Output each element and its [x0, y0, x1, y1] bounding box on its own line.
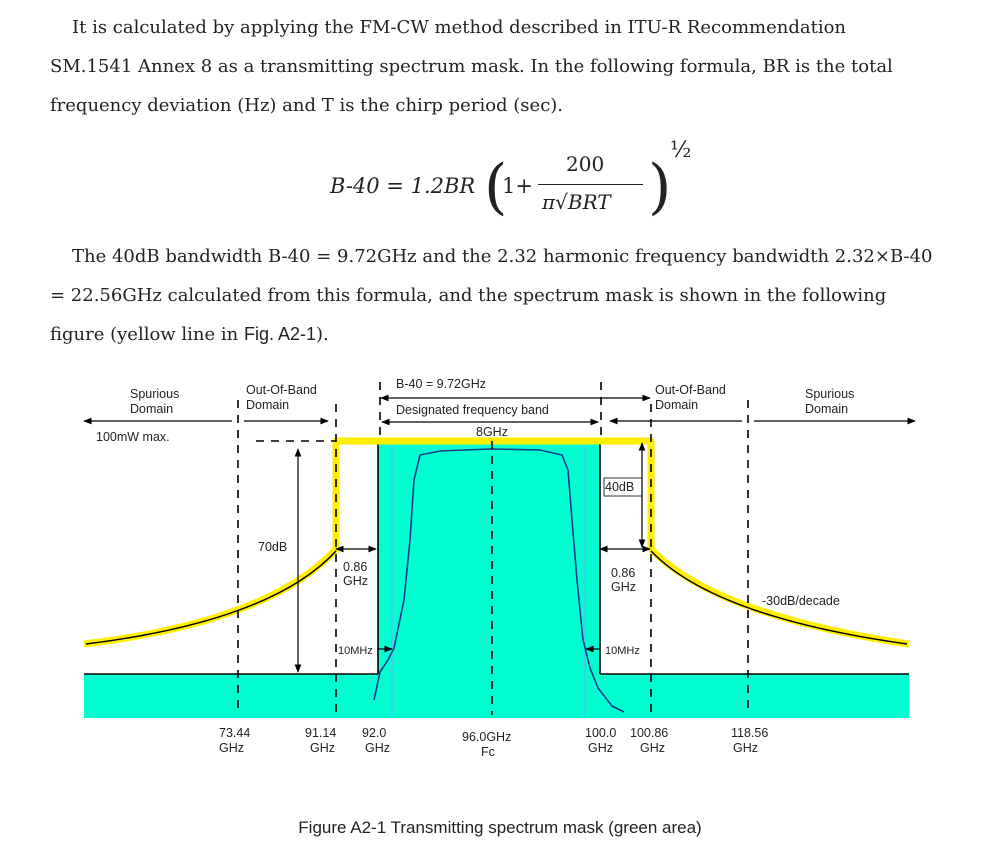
tick-label: 96.0GHz	[462, 730, 512, 744]
label-70db: 70dB	[258, 540, 288, 554]
tick-label: GHz	[733, 741, 758, 755]
label-40db: 40dB	[605, 480, 635, 494]
formula-open-paren: (	[484, 152, 508, 222]
tick-label: GHz	[310, 741, 335, 755]
tick-label: 118.56	[731, 726, 769, 740]
tick-label: GHz	[640, 741, 665, 755]
result-line-2: = 22.56GHz calculated from this formula, and the spectrum mask is shown in the following	[50, 285, 887, 306]
tick-label: 100.86	[630, 726, 669, 740]
intro-line-3: frequency deviation (Hz) and T is the chirp period (sec).	[50, 95, 564, 116]
result-line-1: The 40dB bandwidth B-40 = 9.72GHz and the 2.32 harmonic frequency bandwidth 2.32×B-40	[72, 246, 933, 267]
spurious-right-label: Spurious Domain	[805, 387, 855, 416]
tick-label: 92.0	[362, 726, 387, 740]
tick-label: GHz	[365, 741, 390, 755]
formula-lhs: B-40 = 1.2BR	[330, 174, 476, 198]
oob-right-label: Out-Of-Band Domain	[655, 383, 726, 412]
figure-reference: Fig. A2-1	[243, 324, 317, 344]
result-line-3: figure (yellow line in Fig. A2-1).	[50, 324, 329, 345]
formula-denominator: π√BRT	[542, 190, 611, 214]
slope-label: -30dB/decade	[762, 594, 840, 608]
formula-fraction-bar	[538, 184, 643, 185]
designated-band-label: Designated frequency band	[396, 403, 549, 417]
bandwidth-formula	[330, 138, 730, 238]
tenmhz-left-label: 10MHz	[338, 645, 373, 657]
tick-label: GHz	[588, 741, 613, 755]
intro-paragraph	[50, 8, 970, 125]
tick-label: 100.0	[585, 726, 617, 740]
formula-numerator: 200	[566, 152, 605, 176]
tenmhz-right-label: 10MHz	[605, 645, 640, 657]
formula-exponent: ½	[670, 138, 692, 163]
tick-label: 73.44	[219, 726, 251, 740]
max-power-label: 100mW max.	[96, 430, 170, 444]
offset-right-label: 0.86 GHz	[611, 566, 636, 594]
intro-line-1: It is calculated by applying the FM-CW method described in ITU-R Recommendation	[72, 17, 847, 38]
b40-label: B-40 = 9.72GHz	[396, 377, 486, 391]
oob-left-label: Out-Of-Band Domain	[246, 383, 317, 412]
tick-label: Fc	[481, 745, 495, 759]
tick-label: 91.14	[305, 726, 337, 740]
intro-line-2: SM.1541 Annex 8 as a transmitting spectrum mask. In the following formula, BR is the total	[50, 56, 893, 77]
spurious-left-label: Spurious Domain	[130, 387, 180, 416]
formula-one-plus: 1+	[502, 174, 533, 198]
formula-close-paren: )	[648, 152, 672, 222]
tick-label: GHz	[219, 741, 244, 755]
figure-caption: Figure A2-1 Transmitting spectrum mask (green area)	[298, 818, 702, 837]
band-width-label: 8GHz	[476, 425, 508, 439]
spectrum-mask-figure	[0, 372, 1000, 812]
offset-left-label: 0.86 GHz	[343, 560, 368, 588]
tick-labels	[219, 726, 768, 759]
result-paragraph	[50, 237, 970, 354]
